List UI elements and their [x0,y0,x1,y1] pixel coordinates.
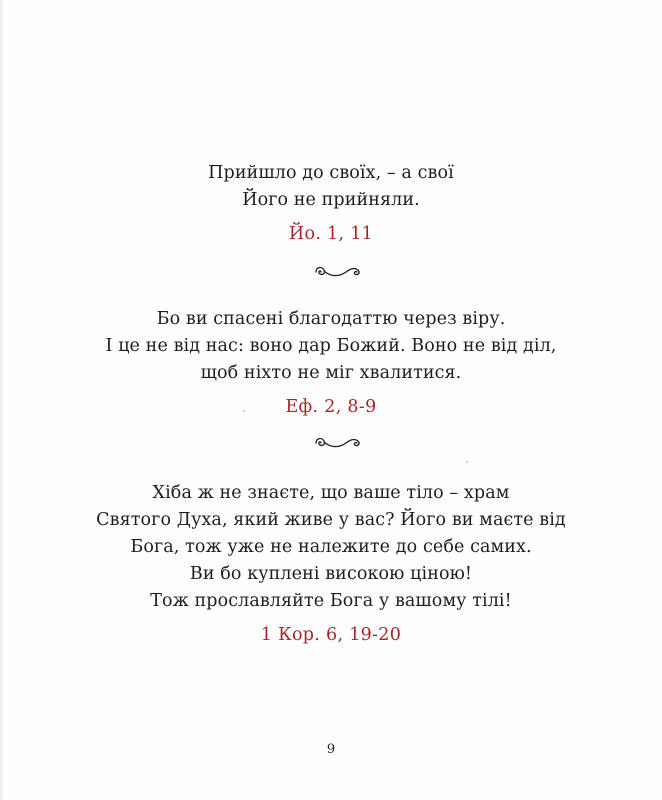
passage-line: І це не від нас: воно дар Божий. Воно не від діл, [105,336,557,356]
passage-line: Його не прийняли. [242,190,420,210]
swirl-ornament-icon [309,262,365,282]
paper-speck [466,461,468,463]
passage-line: Прийшло до своїх, – а свої [208,163,454,183]
passage-line: Бо ви спасені благодаттю через віру. [156,309,506,329]
passage-line: Ви бо куплені високою ціною! [189,564,473,584]
scripture-passage-2 [0,306,662,421]
scripture-reference: Йо. 1, 11 [288,224,374,244]
passage-line: щоб ніхто не міг хвалитися. [200,363,462,383]
paper-speck [243,410,245,412]
passage-line: Святого Духа, який живе у вас? Його ви маєте від [96,510,566,530]
passage-line: Тож прославляйте Бога у вашому тілі! [150,591,512,611]
passage-line: Хіба ж не знаєте, що ваше тіло – храм [152,483,510,503]
page-number: 9 [326,742,336,757]
scripture-reference: Еф. 2, 8-9 [285,397,377,417]
scripture-reference: 1 Кор. 6, 19-20 [260,625,402,645]
passage-line: Бога, тож уже не належите до себе самих. [130,537,532,557]
scripture-passage-3 [0,480,662,649]
scripture-passage-1 [0,160,662,248]
swirl-ornament-icon [309,433,365,453]
